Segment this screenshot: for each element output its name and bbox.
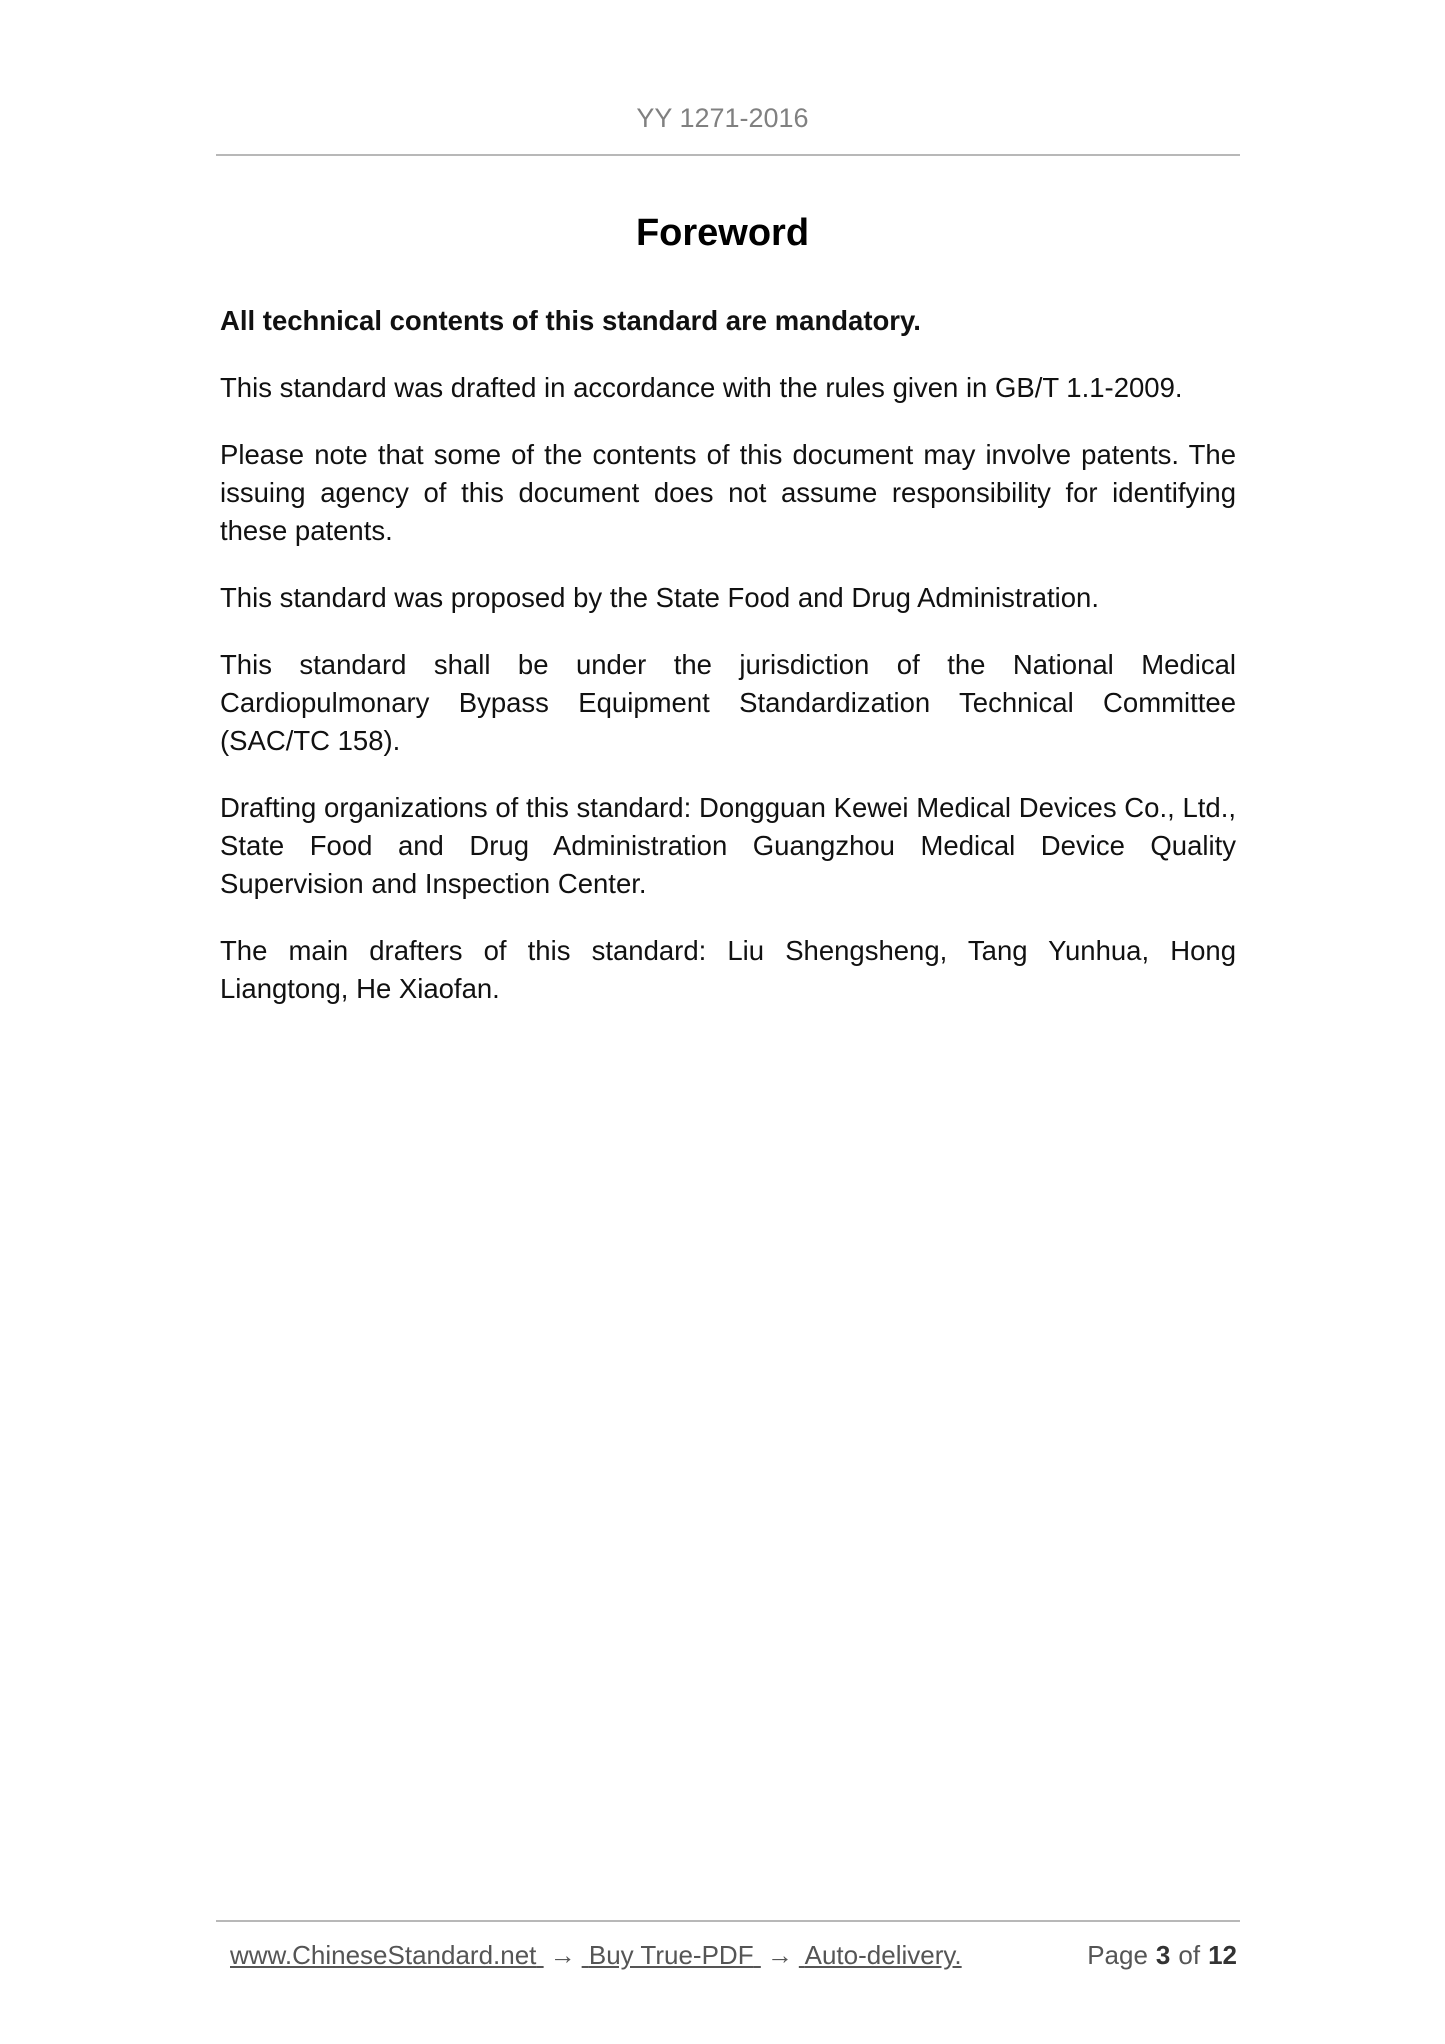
header-divider: [216, 154, 1240, 156]
delivery-link-text: Auto-delivery.: [804, 1940, 962, 1970]
paragraph-drafting-rules: This standard was drafted in accordance with the rules given in GB/T 1.1-2009.: [220, 372, 1183, 403]
document-code: YY 1271-2016: [636, 103, 809, 133]
page-current: 3: [1155, 1940, 1171, 1970]
page-label: Page: [1087, 1940, 1148, 1970]
footer-divider: [216, 1920, 1240, 1922]
buy-link-text: Buy True-PDF: [588, 1940, 754, 1970]
site-link-text: www.ChineseStandard.net: [230, 1940, 537, 1970]
page-of: of: [1178, 1940, 1201, 1970]
foreword-body: [220, 302, 1236, 1037]
page-total: 12: [1208, 1940, 1237, 1970]
paragraph-mandatory: All technical contents of this standard are mandatory.: [220, 305, 921, 336]
paragraph-patents: Please note that some of the contents of this document may involve patents. The issuing agency of this document does not assume responsibility for identifying these patents.: [220, 439, 1236, 546]
page-title: Foreword: [635, 212, 810, 254]
paragraph-proposed-by: This standard was proposed by the State Food and Drug Administration.: [220, 582, 1099, 613]
arrow-right-icon: →: [549, 1940, 576, 1970]
footer-purchase-link[interactable]: [230, 1940, 962, 1971]
arrow-right-icon: →: [766, 1940, 793, 1970]
paragraph-jurisdiction: This standard shall be under the jurisdiction of the National Medical Cardiopulmonary Bypass Equipment Standardization Technical Committee (SAC/TC 158).: [220, 649, 1236, 756]
paragraph-drafting-organizations: Drafting organizations of this standard: Dongguan Kewei Medical Devices Co., Ltd., State Food and Drug Administration Guangzhou Medical Device Quality Supervision and Inspection Center.: [220, 792, 1236, 899]
paragraph-drafters: The main drafters of this standard: Liu Shengsheng, Tang Yunhua, Hong Liangtong, He Xiaofan.: [220, 935, 1236, 1004]
page-number: [1087, 1940, 1237, 1971]
